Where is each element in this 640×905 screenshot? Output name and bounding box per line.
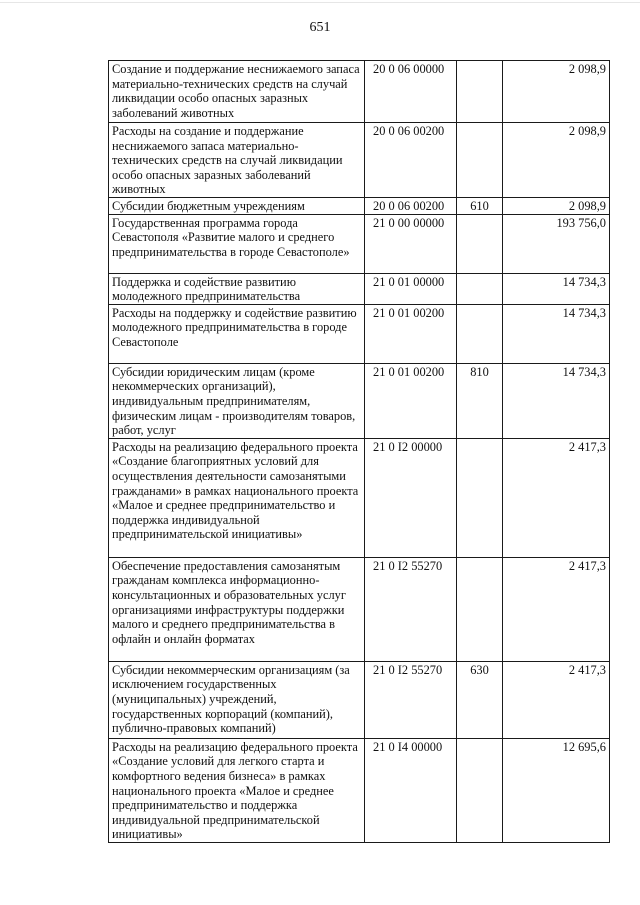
- table-row: [109, 438, 610, 557]
- row-code-cell: 20 0 06 00200: [365, 123, 457, 198]
- row-code-cell: 21 0 I2 00000: [365, 438, 457, 557]
- row-code-cell: 20 0 06 00200: [365, 197, 457, 214]
- row-type-cell: [457, 273, 503, 304]
- table-row: [109, 197, 610, 214]
- table-row: [109, 661, 610, 738]
- page-number: 651: [309, 20, 331, 35]
- row-sum-cell: 2 098,9: [503, 123, 610, 198]
- table-row: [109, 557, 610, 661]
- row-code-cell: 21 0 01 00000: [365, 273, 457, 304]
- row-type-cell: 630: [457, 661, 503, 738]
- table-row: [109, 61, 610, 123]
- row-type-cell: [457, 304, 503, 363]
- row-type-cell: 610: [457, 197, 503, 214]
- table-row: [109, 273, 610, 304]
- row-sum-cell: 193 756,0: [503, 214, 610, 273]
- row-code-cell: 21 0 I2 55270: [365, 557, 457, 661]
- row-name-cell: Субсидии бюджетным учреждениям: [109, 197, 365, 214]
- row-name-cell: Расходы на реализацию федерального проекта «Создание благоприятных условий для осуществления деятельности самозанятыми гражданами» в рамках национального проекта «Малое и среднее предпринимательство и поддержка индивидуальной предпринимательской инициативы»: [109, 438, 365, 557]
- table-row: [109, 123, 610, 198]
- row-name-cell: Расходы на поддержку и содействие развитию молодежного предпринимательства в городе Севастополе: [109, 304, 365, 363]
- row-sum-cell: 12 695,6: [503, 738, 610, 842]
- row-sum-cell: 2 417,3: [503, 438, 610, 557]
- table-row: [109, 363, 610, 438]
- budget-table: [108, 60, 610, 843]
- row-name-cell: Расходы на реализацию федерального проекта «Создание условий для легкого старта и комфортного ведения бизнеса» в рамках национального проекта «Малое и среднее предпринимательство и поддержка индивидуальной предпринимательской инициативы»: [109, 738, 365, 842]
- row-type-cell: [457, 557, 503, 661]
- row-name-cell: Поддержка и содействие развитию молодежного предпринимательства: [109, 273, 365, 304]
- row-type-cell: [457, 61, 503, 123]
- row-type-cell: [457, 438, 503, 557]
- row-name-cell: Государственная программа города Севастополя «Развитие малого и среднего предпринимательства в городе Севастополе»: [109, 214, 365, 273]
- row-sum-cell: 2 098,9: [503, 197, 610, 214]
- row-sum-cell: 14 734,3: [503, 273, 610, 304]
- row-code-cell: 21 0 01 00200: [365, 363, 457, 438]
- row-sum-cell: 2 417,3: [503, 557, 610, 661]
- row-type-cell: 810: [457, 363, 503, 438]
- row-name-cell: Субсидии некоммерческим организациям (за исключением государственных (муниципальных) учреждений, государственных корпораций (компаний), публично-правовых компаний): [109, 661, 365, 738]
- table-row: [109, 214, 610, 273]
- row-code-cell: 20 0 06 00000: [365, 61, 457, 123]
- row-code-cell: 21 0 01 00200: [365, 304, 457, 363]
- row-sum-cell: 14 734,3: [503, 304, 610, 363]
- table-row: [109, 738, 610, 842]
- table-body: [109, 61, 610, 843]
- row-name-cell: Расходы на создание и поддержание неснижаемого запаса материально-технических средств на случай ликвидации особо опасных заразных заболеваний животных: [109, 123, 365, 198]
- row-name-cell: Субсидии юридическим лицам (кроме некоммерческих организаций), индивидуальным предпринимателям, физическим лицам - производителям товаров, работ, услуг: [109, 363, 365, 438]
- row-type-cell: [457, 214, 503, 273]
- row-sum-cell: 2 417,3: [503, 661, 610, 738]
- row-type-cell: [457, 123, 503, 198]
- table-row: [109, 304, 610, 363]
- row-name-cell: Создание и поддержание неснижаемого запаса материально-технических средств на случай ликвидации особо опасных заразных заболеваний животных: [109, 61, 365, 123]
- row-sum-cell: 2 098,9: [503, 61, 610, 123]
- row-sum-cell: 14 734,3: [503, 363, 610, 438]
- row-name-cell: Обеспечение предоставления самозанятым гражданам комплекса информационно-консультационных и образовательных услуг организациями инфраструктуры поддержки малого и среднего предпринимательства в офлайн и онлайн форматах: [109, 557, 365, 661]
- row-code-cell: 21 0 00 00000: [365, 214, 457, 273]
- row-code-cell: 21 0 I2 55270: [365, 661, 457, 738]
- row-type-cell: [457, 738, 503, 842]
- scan-top-edge: [0, 2, 640, 3]
- row-code-cell: 21 0 I4 00000: [365, 738, 457, 842]
